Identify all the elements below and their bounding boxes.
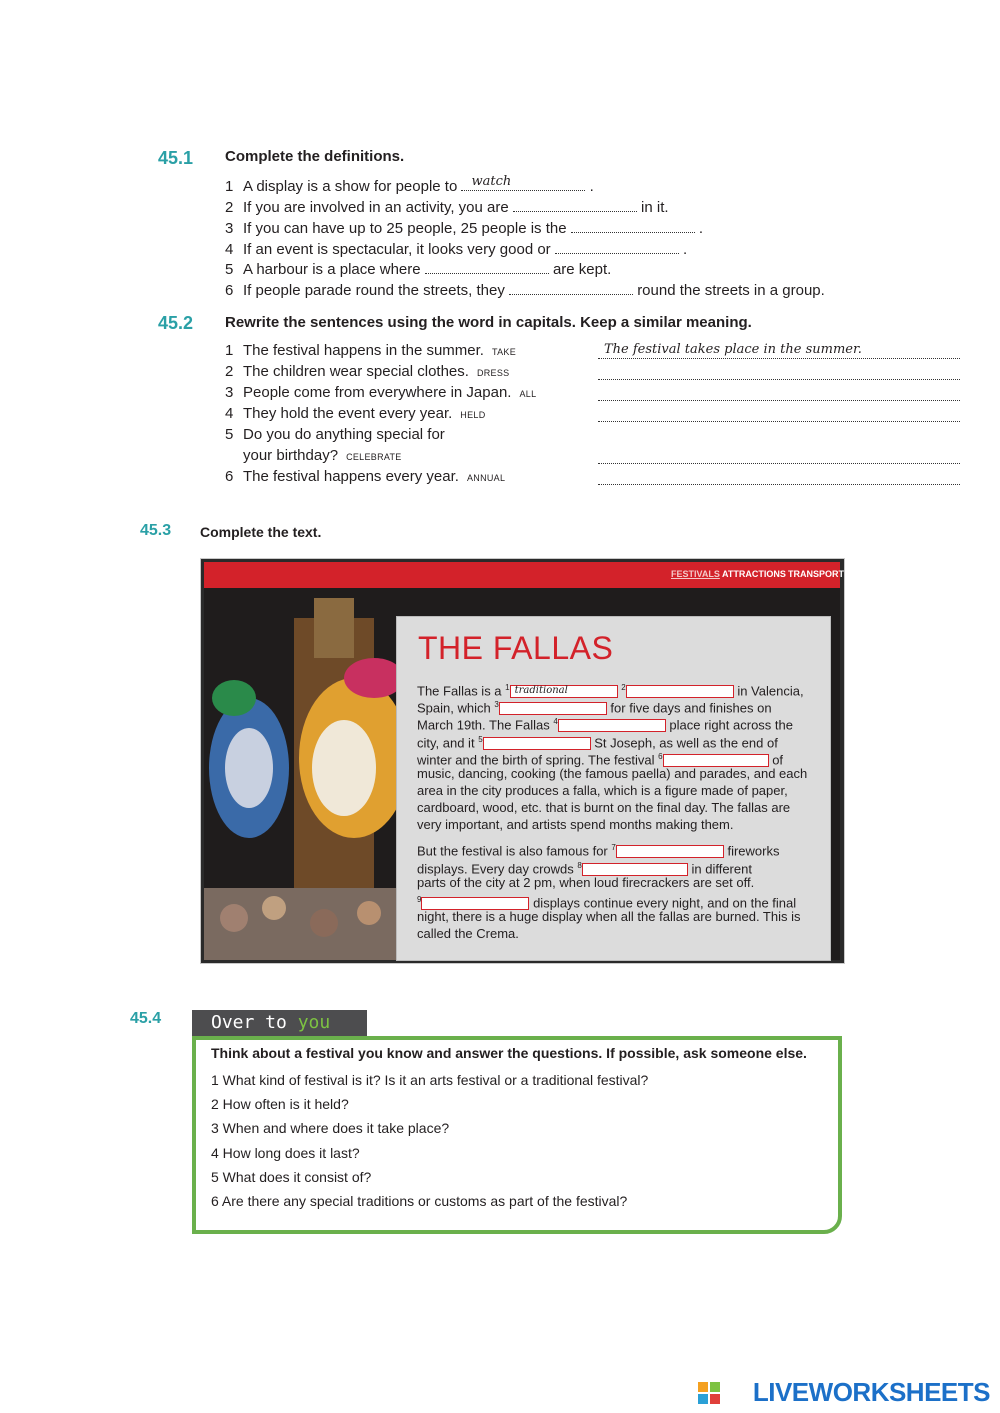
text-line-15: called the Crema. — [417, 926, 519, 941]
item-text-end: . — [698, 220, 704, 237]
rewrite-5-cont — [243, 447, 402, 464]
text-line-9: very important, and artists spend months making them. — [417, 817, 734, 832]
over-to-you-intro: Think about a festival you know and answer the questions. If possible, ask someone else. — [211, 1045, 807, 1061]
gap-number: 7 — [611, 843, 616, 852]
item-text-end: . — [683, 241, 688, 258]
question-2: 2 How often is it held? — [211, 1096, 349, 1112]
item-text-end: round the streets in a group. — [637, 282, 825, 299]
gap-number: 9 — [417, 895, 422, 904]
item-number: 2 — [225, 199, 234, 216]
text-line-8: cardboard, wood, etc. that is burnt on the final day. The fallas are — [417, 800, 791, 815]
item-number: 2 — [225, 363, 234, 380]
text: displays. Every day crowds — [417, 861, 574, 877]
text: place right across the — [669, 717, 793, 733]
over-to-you-label — [211, 1012, 330, 1033]
definition-1 — [225, 176, 594, 195]
section-title-45-2: Rewrite the sentences using the word in capitals. Keep a similar meaning. — [225, 314, 752, 331]
text: March 19th. The Fallas — [417, 717, 550, 733]
tab-text: Over to — [211, 1012, 287, 1033]
answer-text: watch — [471, 174, 512, 189]
item-text-end: are kept. — [552, 261, 612, 278]
item-number: 4 — [225, 241, 234, 258]
item-text: People come from everywhere in Japan. — [243, 384, 512, 401]
text-line-12: parts of the city at 2 pm, when loud firecrackers are set off. — [417, 875, 755, 890]
item-text: your birthday? — [243, 447, 339, 464]
capital-word: CELEBRATE — [346, 452, 402, 462]
item-number: 5 — [225, 261, 234, 278]
gap-number: 2 — [621, 683, 626, 692]
question-4: 4 How long does it last? — [211, 1145, 360, 1161]
item-number: 3 — [225, 220, 234, 237]
answer-field[interactable] — [571, 218, 695, 233]
rewrite-answer-6[interactable] — [598, 468, 960, 485]
rewrite-answer-2[interactable] — [598, 363, 960, 380]
rewrite-answer-3[interactable] — [598, 384, 960, 401]
section-number-45-3: 45.3 — [140, 522, 172, 539]
rewrite-answer-1[interactable] — [598, 342, 960, 359]
answer-field[interactable] — [509, 280, 633, 295]
rewrite-5 — [225, 426, 445, 443]
rewrite-6 — [225, 468, 505, 485]
item-number: 6 — [225, 282, 234, 299]
item-text: They hold the event every year. — [243, 405, 453, 422]
item-text-end: in it. — [641, 199, 669, 216]
rewrite-1 — [225, 342, 516, 359]
text: in Valencia, — [737, 683, 804, 699]
section-title-45-1: Complete the definitions. — [225, 148, 405, 165]
gap-number: 3 — [494, 700, 499, 709]
rewrite-4 — [225, 405, 486, 422]
text-line-7: area in the city produces a falla, which is a figure made of paper, — [417, 783, 788, 798]
item-text: If you are involved in an activity, you are — [243, 199, 509, 216]
text: for five days and finishes on — [610, 700, 772, 716]
answer-field[interactable] — [461, 176, 585, 191]
section-number-45-2: 45.2 — [158, 313, 194, 333]
gap-number: 8 — [577, 861, 582, 870]
text-line-6: music, dancing, cooking (the famous paella) and parades, and each — [417, 766, 808, 781]
text-line-14: night, there is a huge display when all the fallas are burned. This is — [417, 909, 801, 924]
section-number-45-1: 45.1 — [158, 148, 194, 168]
rewrite-3 — [225, 384, 536, 401]
definition-3 — [225, 218, 703, 237]
text: winter and the birth of spring. The festival — [417, 752, 655, 768]
section-number-45-4: 45.4 — [130, 1010, 162, 1027]
definition-4 — [225, 239, 687, 258]
question-5: 5 What does it consist of? — [211, 1169, 372, 1185]
nav-festivals[interactable]: FESTIVALS — [671, 569, 720, 579]
definition-5 — [225, 259, 611, 278]
item-text: A harbour is a place where — [243, 261, 421, 278]
item-number: 3 — [225, 384, 234, 401]
capital-word: ALL — [519, 389, 537, 399]
answer-field[interactable] — [425, 259, 549, 274]
text: But the festival is also famous for — [417, 843, 608, 859]
text: Spain, which — [417, 700, 491, 716]
gap-number: 6 — [658, 752, 663, 761]
tab-text-you: you — [297, 1012, 331, 1033]
section-title-45-3: Complete the text. — [200, 524, 322, 540]
text: city, and it — [417, 735, 475, 751]
nav-attractions[interactable]: ATTRACTIONS — [722, 569, 786, 579]
nav-transport[interactable]: TRANSPORT — [788, 569, 844, 579]
item-text: A display is a show for people to — [243, 178, 458, 195]
answer-text: The festival takes place in the summer. — [604, 342, 862, 357]
answer-field[interactable] — [555, 239, 679, 254]
text: fireworks — [727, 843, 780, 859]
text: displays continue every night, and on the final — [533, 895, 797, 911]
capital-word: HELD — [460, 410, 486, 420]
item-text: If people parade round the streets, they — [243, 282, 505, 299]
definition-2 — [225, 197, 669, 216]
item-number: 1 — [225, 178, 234, 195]
text: in different — [691, 861, 752, 877]
item-text: The festival happens every year. — [243, 468, 459, 485]
question-6: 6 Are there any special traditions or customs as part of the festival? — [211, 1193, 628, 1209]
capital-word: TAKE — [491, 347, 517, 357]
nav-bar — [204, 562, 844, 588]
item-text: Do you do anything special for — [243, 426, 445, 443]
item-number: 6 — [225, 468, 234, 485]
rewrite-answer-5[interactable] — [598, 447, 960, 464]
gap-number: 5 — [478, 735, 483, 744]
definition-6 — [225, 280, 825, 299]
answer-text: traditional — [514, 685, 568, 697]
text: of — [772, 752, 784, 768]
text: The Fallas is a — [417, 683, 502, 699]
item-text: If you can have up to 25 people, 25 people is the — [243, 220, 567, 237]
liveworksheets-logo-icon — [698, 1382, 720, 1404]
question-3: 3 When and where does it take place? — [211, 1120, 450, 1136]
capital-word: DRESS — [476, 368, 510, 378]
item-text-end: . — [589, 178, 594, 195]
gap-number: 1 — [505, 683, 510, 692]
item-number: 5 — [225, 426, 234, 443]
item-text: The children wear special clothes. — [243, 363, 469, 380]
text: St Joseph, as well as the end of — [594, 735, 778, 751]
item-text: If an event is spectacular, it looks very good or — [243, 241, 551, 258]
article-heading: THE FALLAS — [418, 630, 614, 666]
rewrite-answer-4[interactable] — [598, 405, 960, 422]
item-number: 4 — [225, 405, 234, 422]
rewrite-2 — [225, 363, 509, 380]
gap-number: 4 — [553, 717, 558, 726]
answer-field[interactable] — [513, 197, 637, 212]
capital-word: ANNUAL — [466, 473, 506, 483]
liveworksheets-logo[interactable]: LIVEWORKSHEETS — [752, 1377, 990, 1407]
item-text: The festival happens in the summer. — [243, 342, 484, 359]
question-1: 1 What kind of festival is it? Is it an arts festival or a traditional festival? — [211, 1072, 649, 1088]
item-number: 1 — [225, 342, 234, 359]
